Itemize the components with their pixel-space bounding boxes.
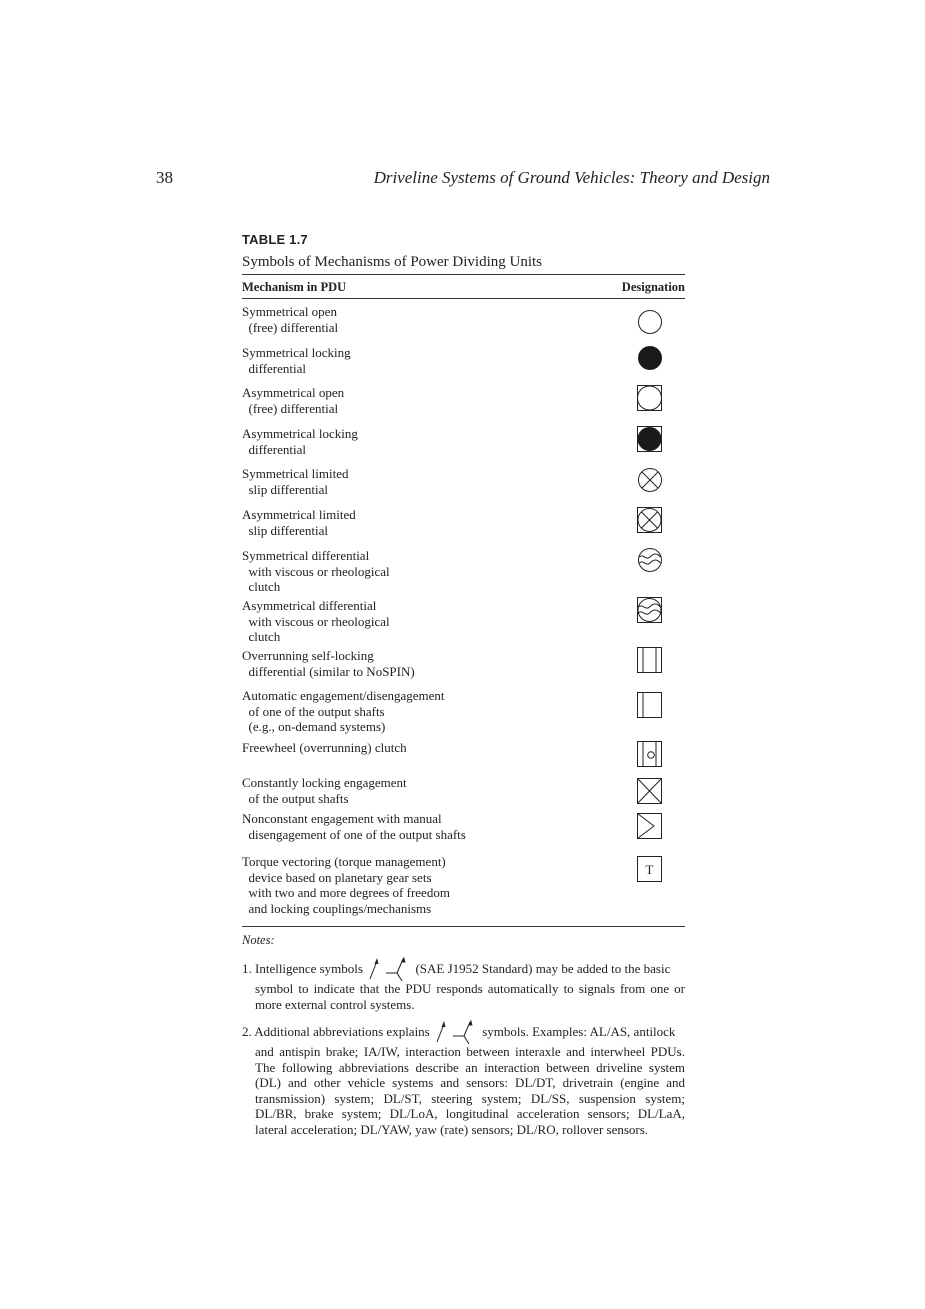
header-designation: Designation <box>621 280 685 294</box>
table-row-mechanism: Asymmetrical open (free) differential <box>242 385 345 416</box>
table-row-mechanism: Constantly locking engagement of the output shafts <box>242 775 407 806</box>
wavy-circle-in-square-icon <box>637 597 665 625</box>
table-row-mechanism: Automatic engagement/disengagement of one of the output shafts (e.g., on-demand systems) <box>242 688 445 735</box>
square-wedge-icon <box>637 813 665 841</box>
filled-circle-in-square-icon <box>637 426 665 454</box>
table-row-mechanism: Symmetrical limited slip differential <box>242 466 349 497</box>
page-number: 38 <box>156 168 173 187</box>
table-row-mechanism: Asymmetrical limited slip differential <box>242 507 356 538</box>
header-mechanism: Mechanism in PDU <box>242 280 347 294</box>
running-head: Driveline Systems of Ground Vehicles: Theory and Design <box>373 168 770 187</box>
square-one-bar-icon <box>637 692 665 720</box>
table-label: TABLE 1.7 <box>242 232 308 247</box>
table-row-mechanism: Overrunning self-locking differential (similar to NoSPIN) <box>242 648 415 679</box>
notes-title: Notes: <box>242 933 275 947</box>
table-bottom-rule <box>242 926 685 927</box>
filled-circle-icon <box>637 345 665 373</box>
note-2-continuation: and antispin brake; IA/IW, interaction between interaxle and interwheel PDUs. The following abbreviations describe an interaction between driveline system (DL) and other vehicle systems and sensors: DL/DT, drivetrain (engine and transmission) system; DL/ST, steering system; DL/SS, suspension system; DL/BR, brake system; DL/LoA, longitudinal acceleration sensors; DL/LaA, lateral acceleration; DL/YAW, yaw (rate) sensors; DL/RO, rollover sensors. <box>255 1044 685 1137</box>
table-header-rule <box>242 298 685 299</box>
table-row-mechanism: Symmetrical locking differential <box>242 345 351 376</box>
note-2-suffix: symbols. Examples: AL/AS, antilock <box>482 1023 676 1039</box>
square-x-icon <box>637 778 665 806</box>
crossed-circle-icon <box>637 467 665 495</box>
note-1-prefix: 1. Intelligence symbols <box>242 960 363 976</box>
square-letter-icon <box>637 856 665 884</box>
open-circle-icon <box>637 309 665 337</box>
table-row-mechanism: Symmetrical open (free) differential <box>242 304 339 335</box>
symbol-letter: T <box>645 862 654 877</box>
table-row-mechanism: Nonconstant engagement with manual disengagement of one of the output shafts <box>242 811 466 842</box>
table-top-rule <box>242 274 685 275</box>
table-row-mechanism: Symmetrical differential with viscous or rheological clutch <box>242 548 390 595</box>
square-bars-small-circle-icon <box>637 741 665 769</box>
wavy-circle-icon <box>637 547 665 575</box>
note-1-continuation: symbol to indicate that the PDU responds automatically to signals from one or more external control systems. <box>255 981 685 1012</box>
note-1-suffix: (SAE J1952 Standard) may be added to the basic <box>415 960 671 976</box>
note-2-prefix: 2. Additional abbreviations explains <box>242 1023 430 1039</box>
table-row-mechanism: Freewheel (overrunning) clutch <box>242 740 407 755</box>
table-row-mechanism: Torque vectoring (torque management) device based on planetary gear sets with two and more degrees of freedom and locking couplings/mechanisms <box>242 854 450 916</box>
square-two-bars-icon <box>637 647 665 675</box>
crossed-circle-in-square-icon <box>637 507 665 535</box>
table-row-mechanism: Asymmetrical locking differential <box>242 426 358 457</box>
table-caption: Symbols of Mechanisms of Power Dividing Units <box>242 254 542 270</box>
open-circle-in-square-icon <box>637 385 665 413</box>
table-row-mechanism: Asymmetrical differential with viscous or rheological clutch <box>242 598 390 645</box>
